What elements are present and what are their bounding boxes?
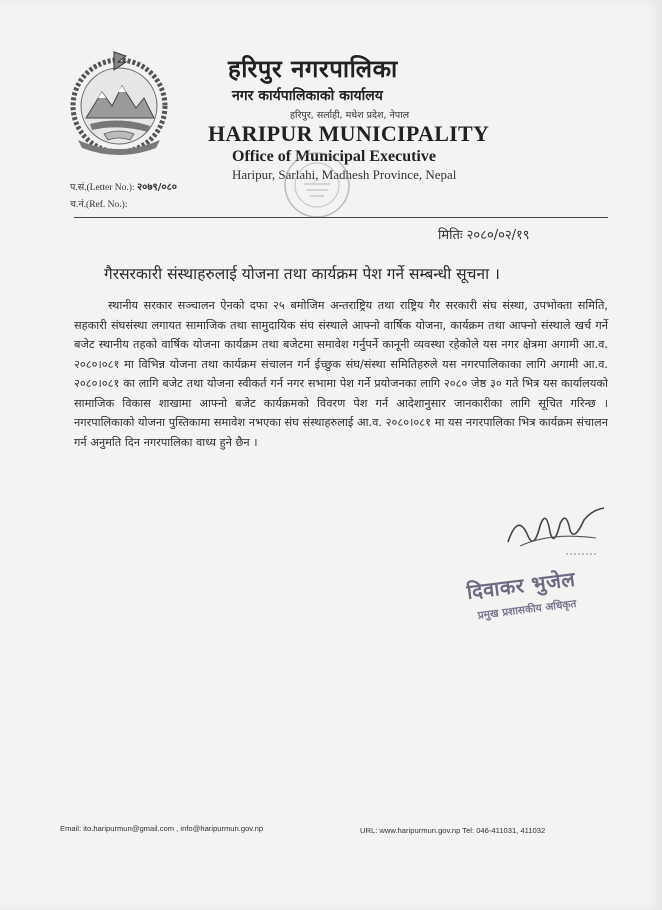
letter-date: मितिः २०८०/०२/१९ (438, 228, 530, 243)
signatory-designation: प्रमुख प्रशासकीय अधिकृत (477, 597, 578, 622)
notice-subject: गैरसरकारी संस्थाहरुलाई योजना तथा कार्यक्रम पेश गर्ने सम्बन्धी सूचना । (104, 265, 500, 283)
municipality-name-nepali: हरिपुर नगरपालिका (228, 55, 398, 83)
address-nepali: हरिपुर, सर्लाही, मधेश प्रदेश, नेपाल (290, 110, 410, 121)
footer-email: Email: ito.haripurmun@gmail.com , info@haripurmun.gov.np (60, 824, 264, 833)
office-name-nepali: नगर कार्यपालिकाको कार्यालय (232, 88, 383, 104)
signatory-name: दिवाकर भुजेल (465, 566, 577, 604)
handwritten-signature (500, 502, 610, 562)
government-emblem-icon (64, 48, 174, 158)
letter-number (70, 179, 177, 193)
letter-number-value: २०७९/०८० (136, 182, 178, 193)
footer-contact: URL: www.haripurmun.gov.np Tel: 046-411031, 411032 (360, 826, 546, 835)
office-name-english: Office of Municipal Executive (232, 148, 436, 165)
header-divider (74, 217, 608, 218)
municipality-name-english: HARIPUR MUNICIPALITY (208, 121, 490, 146)
address-english: Haripur, Sarlahi, Madhesh Province, Nepal (232, 167, 457, 182)
signatory-stamp (455, 557, 611, 637)
reference-number-label: च.नं.(Ref. No.): (70, 200, 128, 210)
letter-number-label: प.सं.(Letter No.): (70, 183, 135, 193)
notice-body: स्थानीय सरकार सञ्चालन ऐनको दफा २५ बमोजिम अन्तराष्ट्रिय तथा राष्ट्रिय गैर सरकारी संघ संस्था, उपभोक्ता समिति, सहकारी संघसंस्था लगायत सामाजिक तथा सामुदायिक संघ संस्थाले आफ्नो वार्षिक योजना, कार्यक्रम तथा आफ्नो संस्थाले खर्च गर्ने बजेट स्थानीय तहको वार्षिक योजना कार्यक्रम तथा बजेटमा समावेश गर्नुपर्ने कानूनी व्यवस्था रहेकोले यस नगर क्षेत्रमा अगामी आ.व. २०८०।०८१ मा विभिन्न योजना तथा कार्यक्रम संचालन गर्न ईच्छुक संघ/संस्था समितिहरुले यस नगरपालिकाका लागि अगामी आ.व. २०८०।०८१ का लागि बजेट तथा योजना स्वीकर्त गर्न नगर सभामा पेश गर्ने प्रयोजनका लागि २०८० जेष्ठ ३० गते भित्र यस कार्यालयको सामाजिक विकास शाखामा आफ्नो बजेट कार्यक्रमको विवरण पेश गर्न आदेशानुसार जानकारीका लागि सूचित गरिन्छ । नगरपालिकाको योजना पुस्तिकामा समावेश नभएका संघ संस्थाहरुलाई आ.व. २०८०।०८१ मा यस नगरपालिका भित्र कार्यक्रम संचालन गर्न अनुमति दिन नगरपालिका वाध्य हुने छैन । (74, 299, 608, 449)
office-seal-icon (282, 150, 352, 220)
